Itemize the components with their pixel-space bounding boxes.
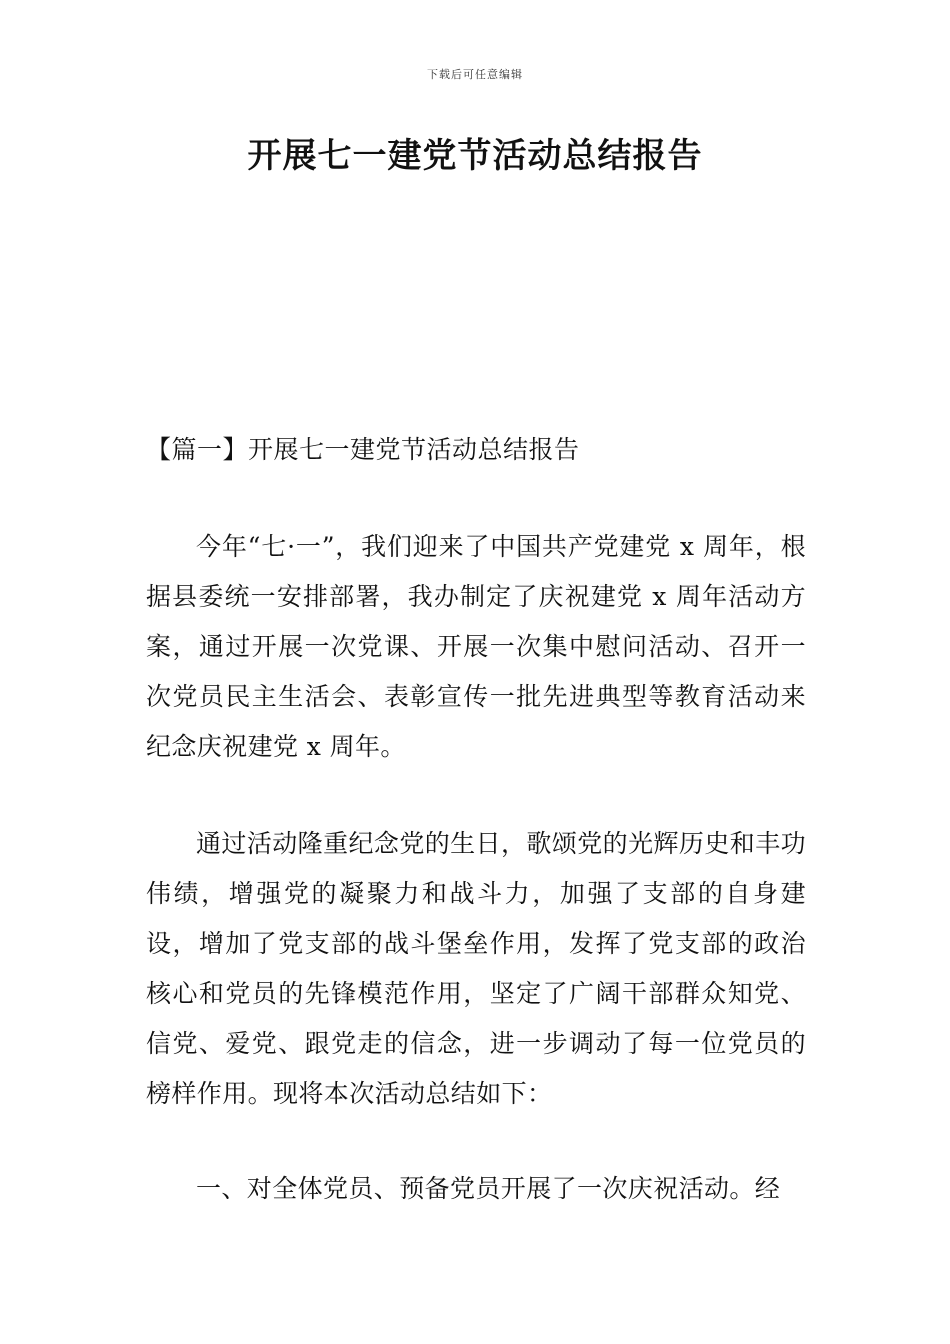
header-note: 下载后可任意编辑: [427, 68, 523, 81]
section-heading: 【篇一】开展七一建党节活动总结报告: [146, 435, 580, 464]
body-paragraph-1: 今年“七·一”，我们迎来了中国共产党建党 x 周年，根据县委统一安排部署，我办制定了庆祝建党 x 周年活动方案，通过开展一次党课、开展一次集中慰问活动、召开一次党员民主生活会、表彰宣传一批先进典型等教育活动来纪念庆祝建党 x 周年。: [146, 532, 806, 761]
document-title: 开展七一建党节活动总结报告: [247, 136, 703, 176]
body-paragraph-3: 一、对全体党员、预备党员开展了一次庆祝活动。经: [196, 1174, 781, 1203]
body-paragraph-2: 通过活动隆重纪念党的生日，歌颂党的光辉历史和丰功伟绩，增强党的凝聚力和战斗力，加强了支部的自身建设，增加了党支部的战斗堡垒作用，发挥了党支部的政治核心和党员的先锋模范作用，坚定了广阔干部群众知党、信党、爱党、跟党走的信念，进一步调动了每一位党员的榜样作用。现将本次活动总结如下：: [146, 829, 806, 1108]
